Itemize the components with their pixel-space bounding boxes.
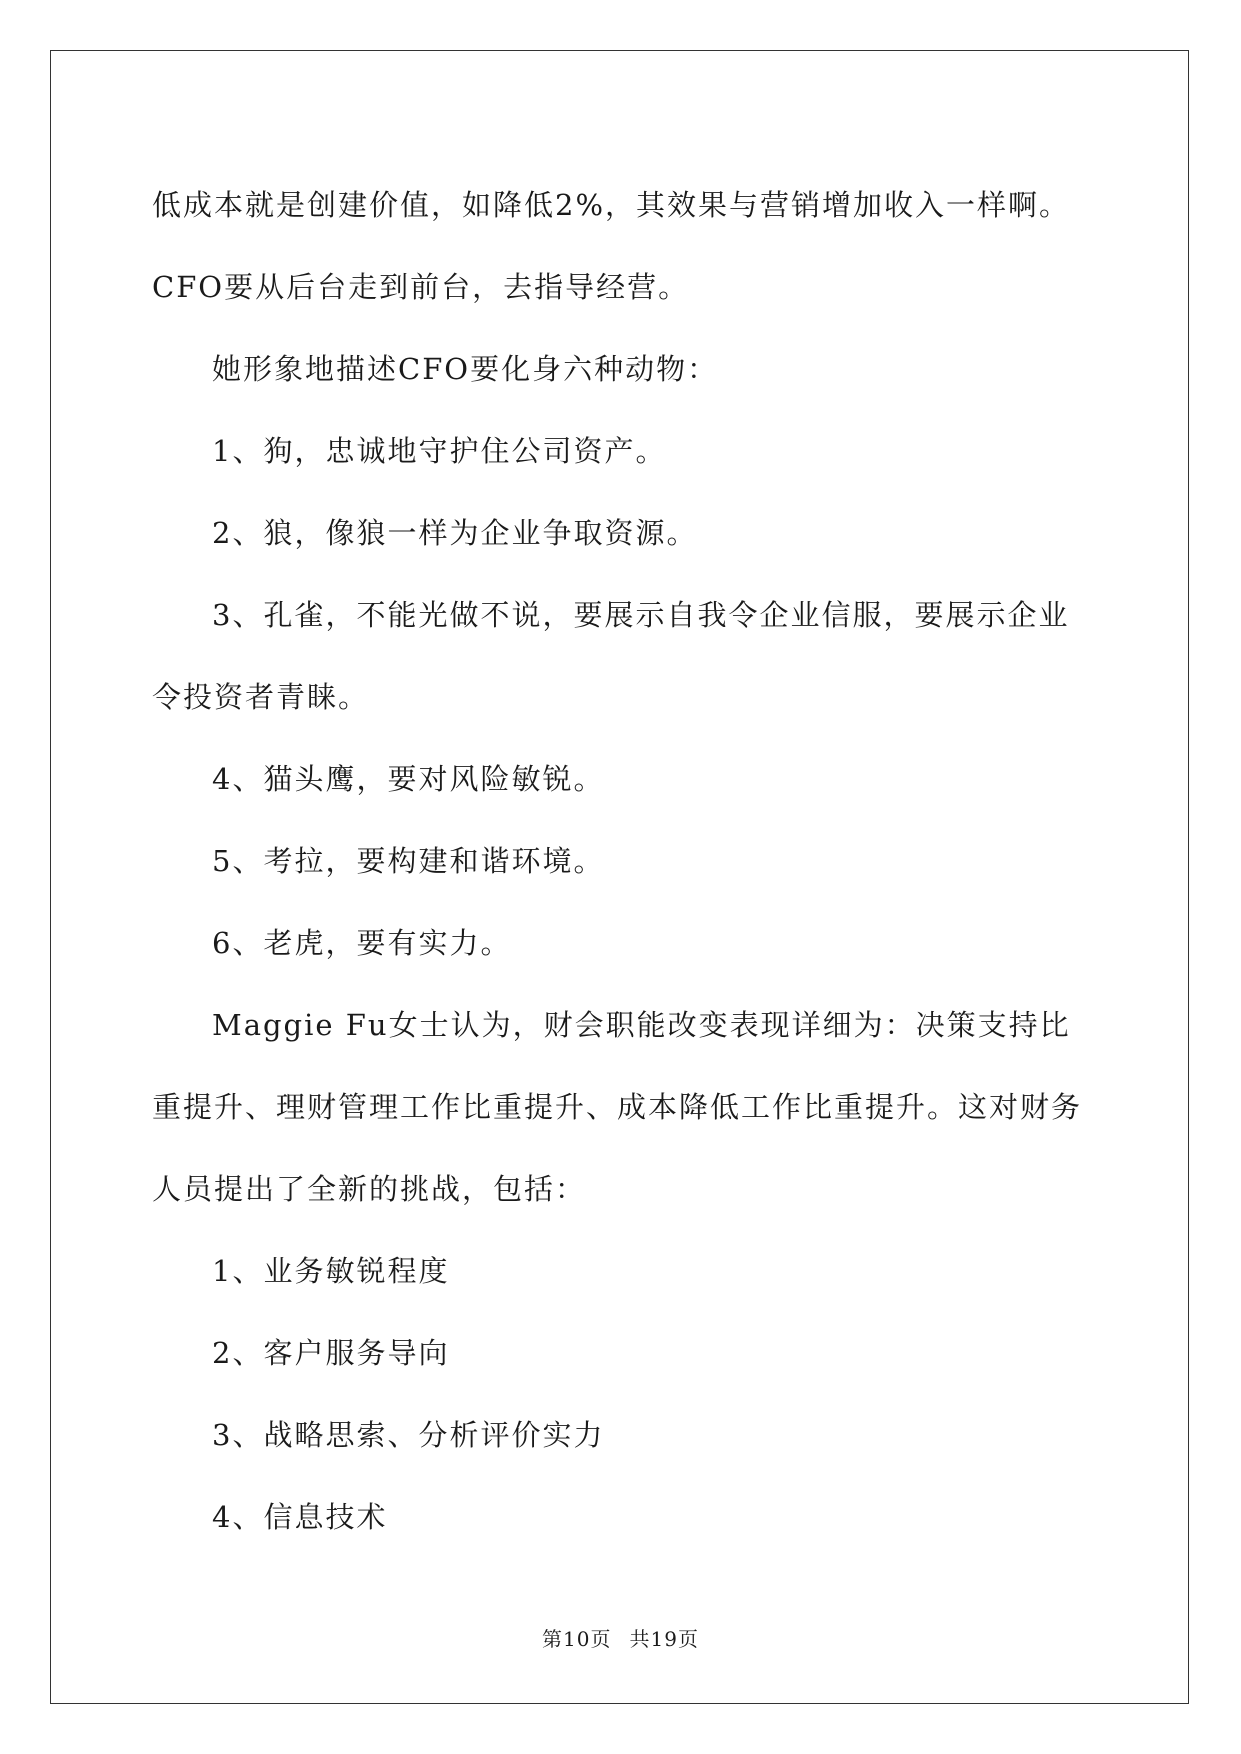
list-item: 1、业务敏锐程度: [212, 1254, 450, 1288]
page-total: 共19页: [629, 1627, 699, 1651]
paragraph: 她形象地描述CFO要化身六种动物：: [212, 352, 719, 386]
list-item: 3、孔雀，不能光做不说，要展示自我令企业信服，要展示企业令投资者青睐。: [152, 598, 1070, 714]
list-item: 6、老虎，要有实力。: [212, 926, 512, 960]
list-item: 2、狼，像狼一样为企业争取资源。: [212, 516, 698, 550]
list-item: 4、信息技术: [212, 1500, 388, 1534]
list-item: 1、狗，忠诚地守护住公司资产。: [212, 434, 667, 468]
list-item: 2、客户服务导向: [212, 1336, 450, 1370]
list-item: 4、猫头鹰，要对风险敏锐。: [212, 762, 605, 796]
document-body: [152, 164, 1092, 1558]
list-item: 5、考拉，要构建和谐环境。: [212, 844, 605, 878]
paragraph: 低成本就是创建价值，如降低2%，其效果与营销增加收入一样啊。CFO要从后台走到前台，去指导经营。: [152, 188, 1071, 304]
page-number: 第10页: [542, 1627, 612, 1651]
paragraph: Maggie Fu女士认为，财会职能改变表现详细为：决策支持比重提升、理财管理工作比重提升、成本降低工作比重提升。这对财务人员提出了全新的挑战，包括：: [152, 1008, 1083, 1206]
list-item: 3、战略思索、分析评价实力: [212, 1418, 605, 1452]
page-footer: [0, 1627, 1241, 1651]
